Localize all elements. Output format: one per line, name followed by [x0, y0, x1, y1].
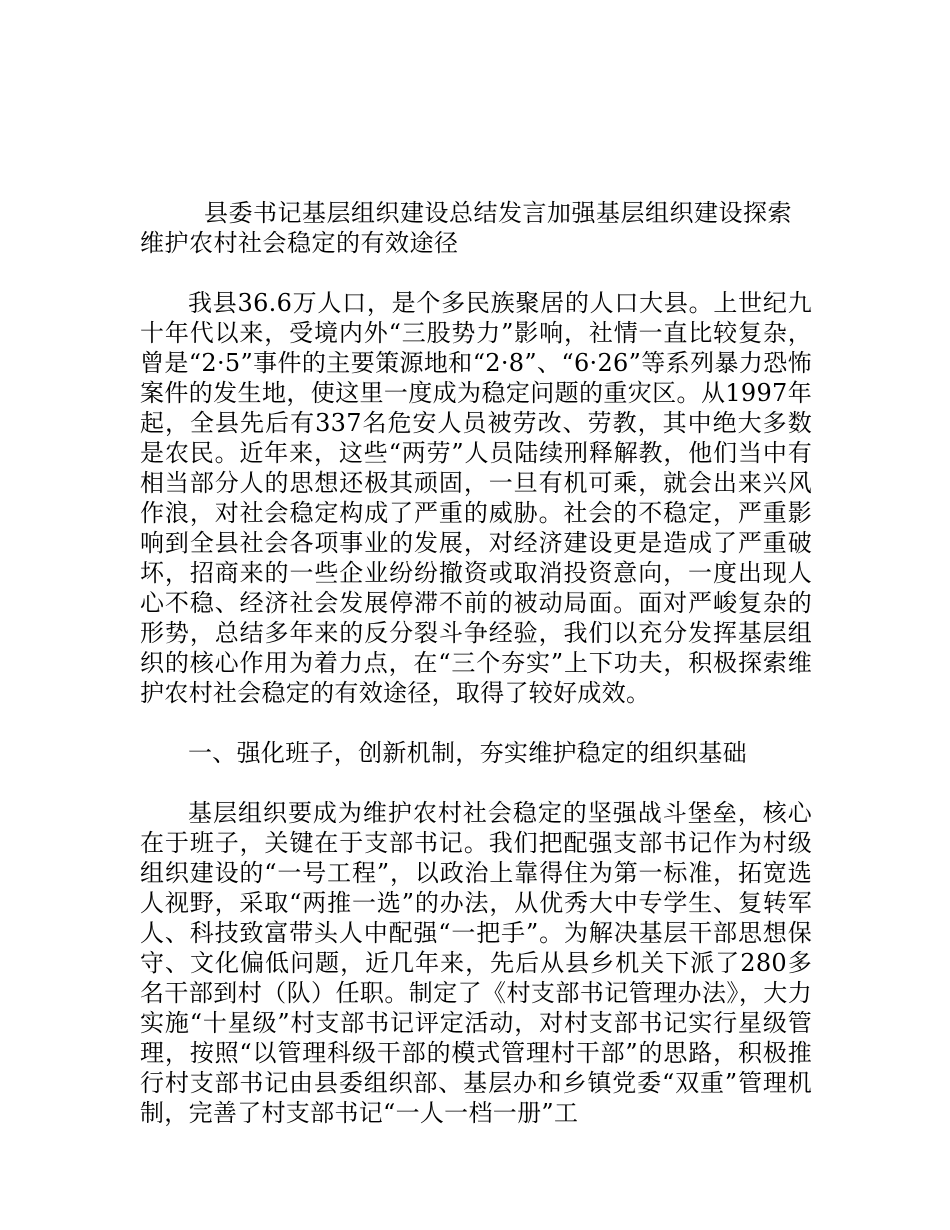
paragraph-intro: 我县36.6万人口，是个多民族聚居的人口大县。上世纪九十年代以来，受境内外“三股势力”影响，社情一直比较复杂，曾是“2·5”事件的主要策源地和“2·8”、“6·26”等系列暴力恐怖案件的发生地，使这里一度成为稳定问题的重灾区。从1997年起，全县先后有337名危安人员被劳改、劳教，其中绝大多数是农民。近年来，这些“两劳”人员陆续刑释解教，他们当中有相当部分人的思想还极其顽固，一旦有机可乘，就会出来兴风作浪，对社会稳定构成了严重的威胁。社会的不稳定，严重影响到全县社会各项事业的发展，对经济建设更是造成了严重破坏，招商来的一些企业纷纷撤资或取消投资意向，一度出现人心不稳、经济社会发展停滞不前的被动局面。面对严峻复杂的形势，总结多年来的反分裂斗争经验，我们以充分发挥基层组织的核心作用为着力点，在“三个夯实”上下功夫，积极探索维护农村社会稳定的有效途径，取得了较好成效。	[140, 289, 812, 707]
paragraph-spacer	[140, 708, 812, 738]
section-heading-1: 一、强化班子，创新机制，夯实维护稳定的组织基础	[188, 739, 747, 767]
document-page	[140, 198, 812, 1128]
paragraph-spacer	[140, 768, 812, 798]
document-title: 县委书记基层组织建设总结发言加强基层组织建设探索维护农村社会稳定的有效途径	[140, 199, 792, 257]
paragraph-section-1: 基层组织要成为维护农村社会稳定的坚强战斗堡垒，核心在于班子，关键在于支部书记。我们把配强支部书记作为村级组织建设的“一号工程”，以政治上靠得住为第一标准，拓宽选人视野，采取“两推一选”的办法，从优秀大中专学生、复转军人、科技致富带头人中配强“一把手”。为解决基层干部思想保守、文化偏低问题，近几年来，先后从县乡机关下派了280多名干部到村（队）任职。制定了《村支部书记管理办法》，大力实施“十星级”村支部书记评定活动，对村支部书记实行星级管理，按照“以管理科级干部的模式管理村干部”的思路，积极推行村支部书记由县委组织部、基层办和乡镇党委“双重”管理机制，完善了村支部书记“一人一档一册”工	[140, 799, 812, 1127]
title-spacer	[140, 258, 812, 288]
